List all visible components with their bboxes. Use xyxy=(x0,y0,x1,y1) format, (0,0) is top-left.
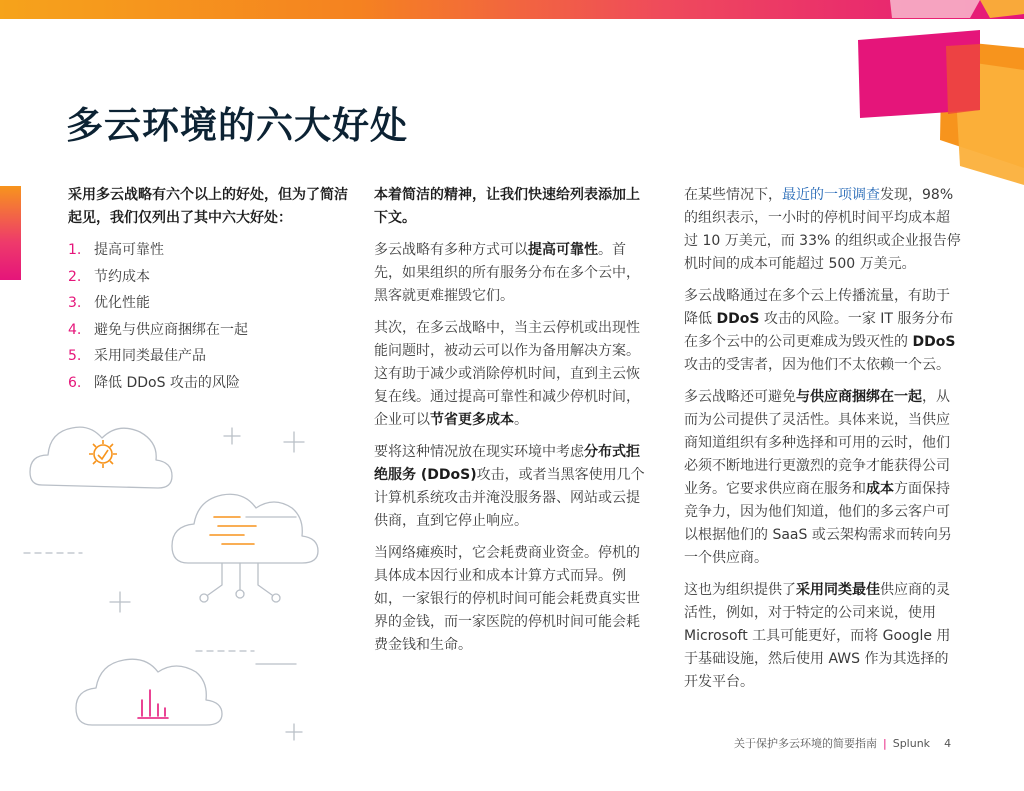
paragraph: 多云战略有多种方式可以提高可靠性。首先，如果组织的所有服务分布在多个云中，黑客就更难摧毁它们。 xyxy=(374,242,640,304)
survey-link[interactable]: 最近的一项调查 xyxy=(782,187,880,203)
paragraph: 当网络瘫痪时，它会耗费商业资金。停机的具体成本因行业和成本计算方式而异。例如，一家银行的停机时间可能会耗费真实世界的金钱，而一家医院的停机时间可能会耗费金钱和生命。 xyxy=(374,545,640,653)
paragraph: 多云战略还可避免与供应商捆绑在一起，从而为公司提供了灵活性。具体来说，当供应商知道组织有多种选择和可用的云时，他们必须不断地进行更激烈的竞争才能获得公司业务。它要求供应商在服务和成本方面保持竞争力，因为他们知道，他们的多云客户可以根据他们的 SaaS 或云架构需求而转向另一个供应商。 xyxy=(684,389,952,566)
page-title: 多云环境的六大好处 xyxy=(66,104,408,147)
cloud-illustration xyxy=(0,400,340,750)
column-1 xyxy=(68,184,348,398)
list-item: 2. 节约成本 xyxy=(68,268,150,285)
guide-title: 关于保护多云环境的简要指南 xyxy=(734,737,877,750)
intro-text: 采用多云战略有六个以上的好处，但为了简洁起见，我们仅列出了其中六大好处： xyxy=(68,187,348,226)
column-lead: 本着简洁的精神，让我们快速给列表添加上下文。 xyxy=(374,187,640,226)
page-footer xyxy=(734,735,951,751)
list-item: 5. 采用同类最佳产品 xyxy=(68,348,206,364)
paragraph: 其次，在多云战略中，当主云停机或出现性能问题时，被动云可以作为备用解决方案。这有助于减少或消除停机时间，直到主云恢复在线。通过提高可靠性和减少停机时间，企业可以节省更多成本。 xyxy=(374,320,640,428)
cloud-shape xyxy=(172,494,318,563)
decorative-shapes xyxy=(830,0,1024,185)
paragraph: 这也为组织提供了采用同类最佳供应商的灵活性，例如，对于特定的公司来说，使用 Microsoft 工具可能更好，而将 Google 用于基础设施，然后使用 AWS 作为其选择的开发平台。 xyxy=(684,582,951,690)
brand-name: Splunk xyxy=(892,737,931,750)
paragraph: 要将这种情况放在现实环境中考虑分布式拒绝服务 (DDoS)攻击，或者当黑客使用几个计算机系统攻击并淹没服务器、网站或云提供商，直到它停止响应。 xyxy=(374,444,645,529)
column-3 xyxy=(684,184,962,703)
list-item: 6. 降低 DDoS 攻击的风险 xyxy=(68,374,240,391)
left-accent-bar xyxy=(0,186,21,280)
cloud-shape xyxy=(76,659,222,725)
footer-separator: | xyxy=(883,737,887,750)
list-item: 3. 优化性能 xyxy=(68,295,150,311)
benefits-list xyxy=(68,239,348,398)
list-item: 1. 提高可靠性 xyxy=(68,242,164,258)
paragraph: 多云战略通过在多个云上传播流量，有助于降低 DDoS 攻击的风险。一家 IT 服务分布在多个云中的公司更难成为毁灭性的 DDoS 攻击的受害者，因为他们不太依赖一个云。 xyxy=(684,288,956,373)
list-item: 4. 避免与供应商捆绑在一起 xyxy=(68,321,248,338)
page-number: 4 xyxy=(944,737,952,750)
paragraph: 在某些情况下，最近的一项调查发现，98% 的组织表示，一小时的停机时间平均成本超过 10 万美元，而 33% 的组织或企业报告停机时间的成本可能超过 500 万美元。 xyxy=(684,187,961,272)
column-2 xyxy=(374,184,652,666)
